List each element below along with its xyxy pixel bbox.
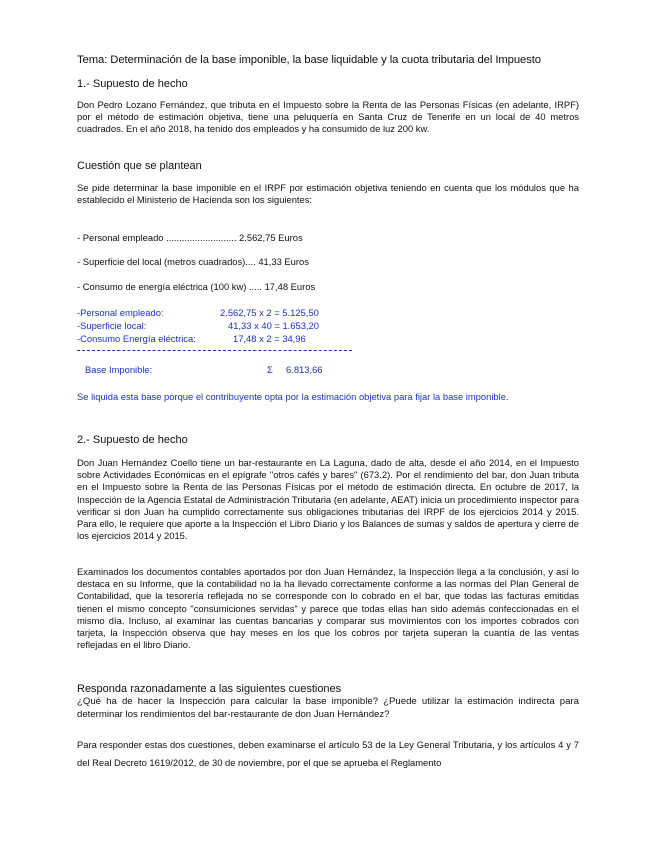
calc-value: 41,33 x 40 = 1.653,20 <box>228 320 319 331</box>
case2-questions: ¿Qué ha de hacer la Inspección para calcular la base imponible? ¿Puede utilizar la estimación indirecta para determinar los rendimientos del bar-restaurante de don Juan Hernández? <box>77 696 579 720</box>
calc-row-energy <box>77 333 377 346</box>
calc-value: 2.562,75 x 2 = 5.125,50 <box>220 307 319 318</box>
calc-total-row <box>77 364 377 377</box>
case1-question-heading: Cuestión que se plantean <box>77 160 202 172</box>
calc-separator <box>77 350 352 351</box>
module-personal: - Personal empleado ........................... 2.562,75 Euros <box>77 232 303 243</box>
case1-question-text: Se pide determinar la base imponible en el IRPF por estimación objetiva teniendo en cuenta que los módulos que ha establecido el Ministerio de Hacienda son los siguientes: <box>77 182 579 206</box>
case2-heading: 2.- Supuesto de hecho <box>77 434 188 446</box>
calc-row-surface <box>77 320 377 333</box>
case2-paragraph-1: Don Juan Hernández Coello tiene un bar-restaurante en La Laguna, dado de alta, desde el año 2014, en el Impuesto sobre Actividades Económicas en el epígrafe "otros cafés y bares" (673.2). Por el rendimiento del bar, don Juan tributa en el Impuesto sobre la Renta de las Personas Físicas por el método de estimación directa. En octubre de 2017, la Inspección de la Agencia Estatal de Administración Tributaria (en adelante, AEAT) inicia un procedimiento inspector para verificar si don Juan ha cumplido correctamente sus obligaciones tributarias del IRPF de los ejercicios 2014 y 2015. Para ello, le requiere que aporte a la Inspección el Libro Diario y los Balances de sumas y saldos de apertura y cierre de los ejercicios 2014 y 2015. <box>77 457 579 542</box>
total-label: Base Imponible: <box>85 364 153 375</box>
case1-paragraph: Don Pedro Lozano Fernández, que tributa en el Impuesto sobre la Renta de las Personas Físicas (en adelante, IRPF) por el método de estimación objetiva, tiene una peluquería en Santa Cruz de Tenerife en un local de 40 metros cuadrados. En el año 2018, ha tenido dos empleados y ha consumido de luz 200 kw. <box>77 99 579 135</box>
calc-label: -Superficie local: <box>77 320 147 331</box>
calc-value: 17,48 x 2 = 34,96 <box>233 333 306 344</box>
case1-heading: 1.- Supuesto de hecho <box>77 78 188 90</box>
case2-question-heading: Responda razonadamente a las siguientes cuestiones <box>77 683 342 695</box>
document-title: Tema: Determinación de la base imponible, la base liquidable y la cuota tributaria del Impuesto <box>77 54 541 66</box>
module-surface: - Superficie del local (metros cuadrados).... 41,33 Euros <box>77 256 309 267</box>
module-energy: - Consumo de energía eléctrica (100 kw) ..... 17,48 Euros <box>77 281 316 292</box>
calc-row-personal <box>77 307 377 320</box>
case1-conclusion: Se liquida esta base porque el contribuyente opta por la estimación objetiva para fijar la base imponible. <box>77 391 509 402</box>
case2-answer: Para responder estas dos cuestiones, deben examinarse el artículo 53 de la Ley General Tributaria, y los artículos 4 y 7 del Real Decreto 1619/2012, de 30 de noviembre, por el que se aprueba el Reglamento <box>77 739 579 768</box>
calc-label: -Consumo Energía eléctrica: <box>77 333 196 344</box>
total-value: 6.813,66 <box>286 364 323 375</box>
calc-label: -Personal empleado: <box>77 307 164 318</box>
sigma-symbol: Σ <box>267 364 273 375</box>
case2-paragraph-2: Examinados los documentos contables aportados por don Juan Hernández, la Inspección llega a la conclusión, y así lo destaca en su Informe, que la contabilidad no la ha llevado correctamente conforme a las normas del Plan General de Contabilidad, que la tesorería reflejada no se corresponde con lo cobrado en el bar, que todas las facturas emitidas tienen el mismo concepto "consumiciones servidas" y parece que todas ellas han sido además confeccionadas en el mismo día. Incluso, al examinar las cuentas bancarias y comparar sus movimientos con los importes cobrados con tarjeta, la Inspección observa que hay meses en los que los cobros por tarjeta superan la cuantía de las ventas reflejadas en el libro Diario. <box>77 566 579 651</box>
